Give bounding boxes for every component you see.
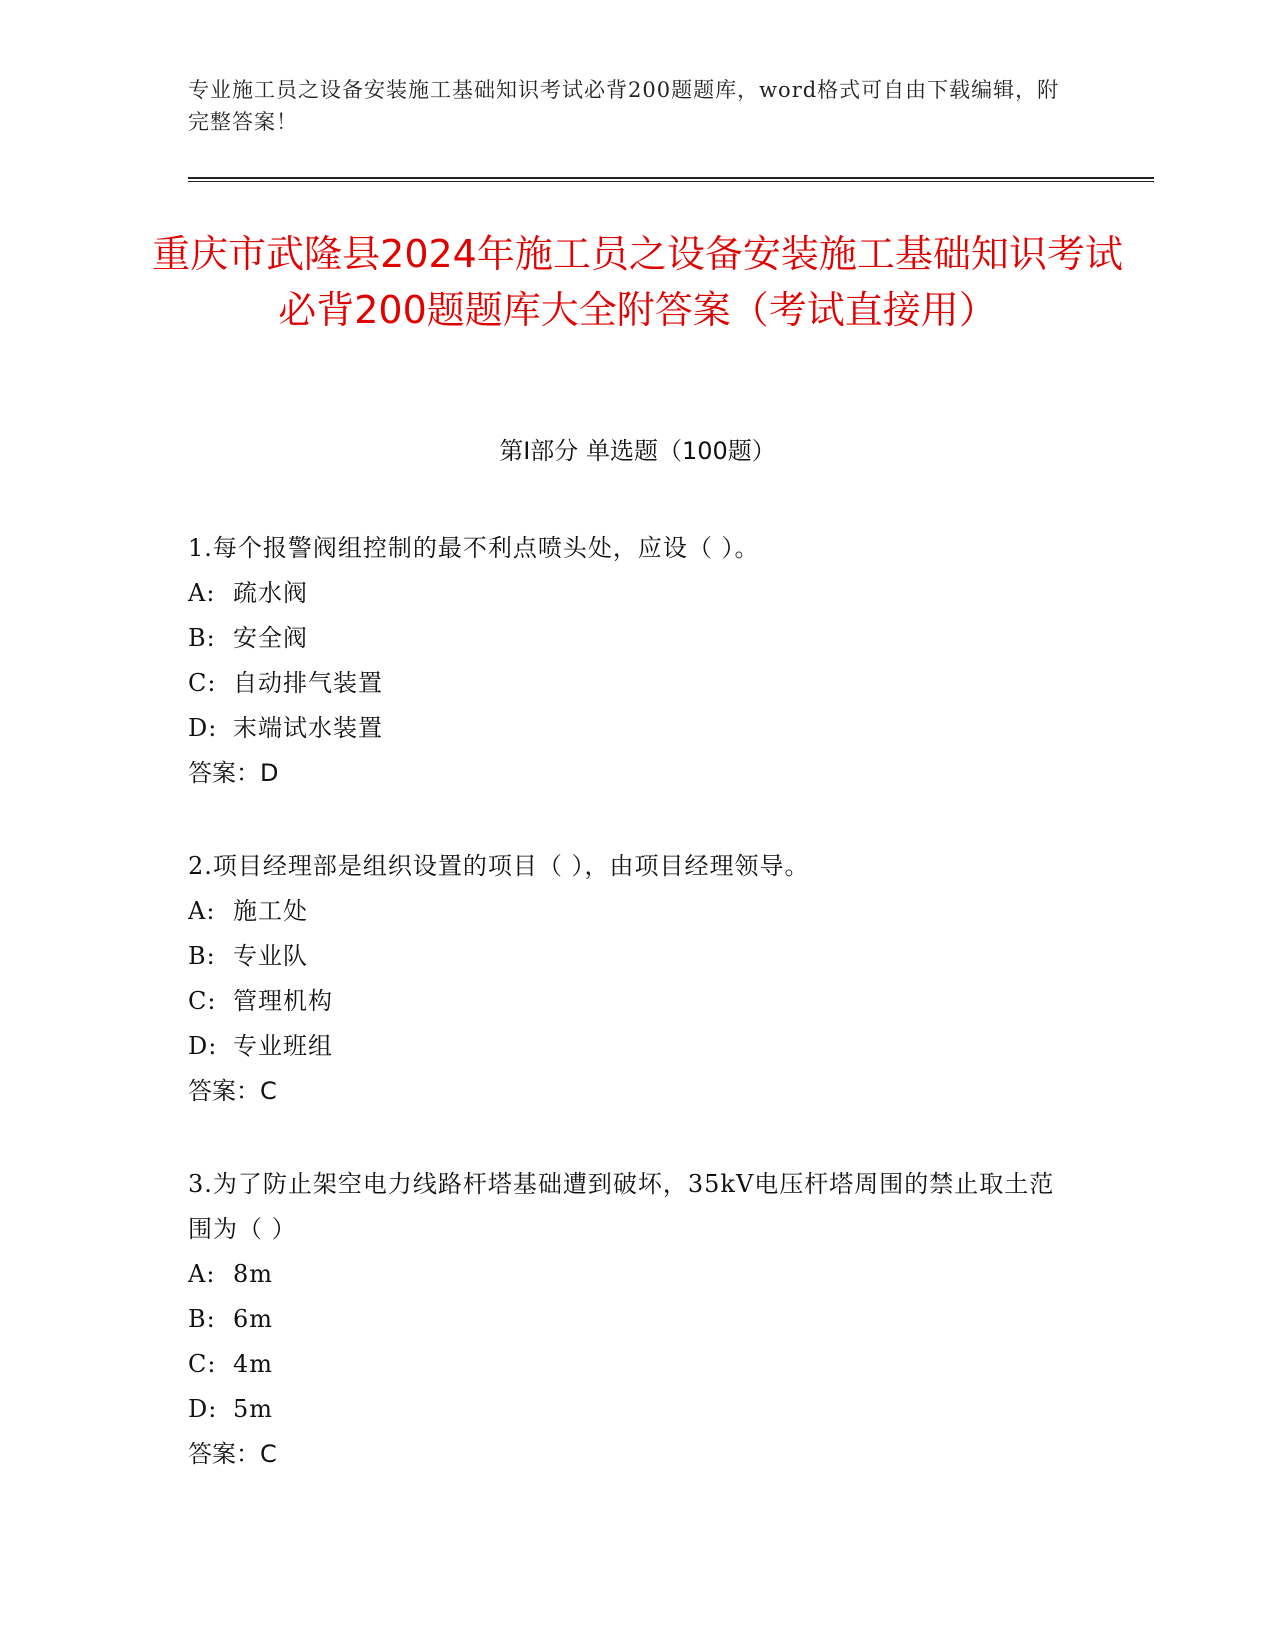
option-d: [188, 1387, 1068, 1432]
question-stem: 2.项目经理部是组织设置的项目（ ），由项目经理领导。: [188, 852, 810, 880]
option-a: [188, 571, 1068, 616]
section-title: 第I部分 单选题（100题）: [499, 437, 776, 465]
option-a: [188, 889, 1068, 934]
option-text: 末端试水装置: [233, 714, 383, 742]
option-letter: D:: [188, 714, 218, 742]
option-letter: A:: [188, 579, 216, 607]
option-text: 8m: [233, 1260, 274, 1288]
option-text: 管理机构: [233, 987, 333, 1015]
option-b: [188, 1297, 1068, 1342]
option-a: [188, 1252, 1068, 1297]
document-title: 重庆市武隆县2024年施工员之设备安装施工基础知识考试必背200题题库大全附答案（考试直接用）: [152, 232, 1123, 332]
option-letter: B:: [188, 1305, 216, 1333]
option-text: 疏水阀: [233, 579, 308, 607]
answer: 答案：C: [188, 1440, 277, 1468]
option-letter: A:: [188, 1260, 216, 1288]
header-rule-thick: [188, 177, 1154, 179]
option-d: [188, 1024, 1068, 1069]
question-1: [188, 526, 1068, 796]
option-c: [188, 979, 1068, 1024]
option-text: 施工处: [233, 897, 308, 925]
option-c: [188, 661, 1068, 706]
option-c: [188, 1342, 1068, 1387]
option-b: [188, 616, 1068, 661]
option-letter: C:: [188, 987, 217, 1015]
option-text: 6m: [233, 1305, 274, 1333]
answer: 答案：C: [188, 1077, 277, 1105]
option-letter: C:: [188, 669, 217, 697]
option-letter: A:: [188, 897, 216, 925]
option-letter: D:: [188, 1395, 218, 1423]
option-text: 专业班组: [233, 1032, 333, 1060]
question-list: [188, 526, 1068, 1525]
header-rule-thin: [188, 181, 1154, 182]
option-letter: C:: [188, 1350, 217, 1378]
option-text: 安全阀: [233, 624, 308, 652]
option-letter: B:: [188, 942, 216, 970]
option-text: 自动排气装置: [233, 669, 383, 697]
option-letter: D:: [188, 1032, 218, 1060]
option-letter: B:: [188, 624, 216, 652]
option-text: 5m: [233, 1395, 274, 1423]
question-stem: 3.为了防止架空电力线路杆塔基础遭到破坏，35kV电压杆塔周围的禁止取土范围为（ ）: [188, 1170, 1055, 1243]
option-text: 专业队: [233, 942, 308, 970]
answer: 答案：D: [188, 759, 279, 787]
option-b: [188, 934, 1068, 979]
question-3: [188, 1162, 1068, 1477]
question-2: [188, 844, 1068, 1114]
option-d: [188, 706, 1068, 751]
header-note: 专业施工员之设备安装施工基础知识考试必背200题题库，word格式可自由下载编辑，附完整答案！: [188, 78, 1060, 134]
option-text: 4m: [233, 1350, 274, 1378]
question-stem: 1.每个报警阀组控制的最不利点喷头处，应设（ ）。: [188, 534, 760, 562]
